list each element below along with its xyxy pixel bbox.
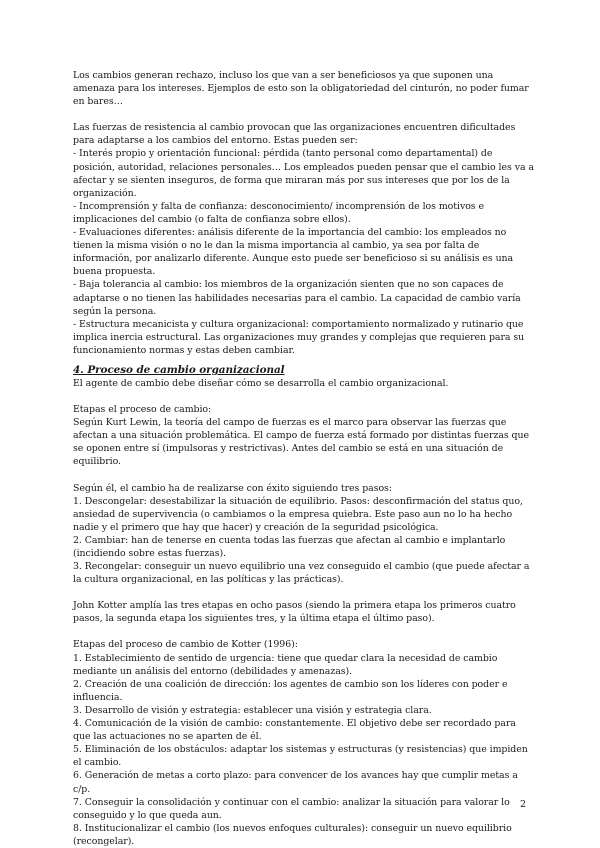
kotter-step: 3. Desarrollo de visión y estrategia: establecer una visión y estrategia clara. [73,704,432,716]
kotter-step: 5. Eliminación de los obstáculos: adaptar los sistemas y estructuras (y resistencias) que impiden el cambio. [73,744,528,769]
lewin-lead: Según él, el cambio ha de realizarse con éxito siguiendo tres pasos: [73,482,392,494]
resistance-lead: Las fuerzas de resistencia al cambio provocan que las organizaciones encuentren dificultades para adaptarse a los cambios del entorno. Estas pueden ser: [73,122,516,147]
resistance-item: - Baja tolerancia al cambio: los miembros de la organización sienten que no son capaces de adaptarse o no tienen las habilidades necesarias para el cambio. La capacidad de cambio varía según la persona. [73,279,521,317]
section-heading: 4. Proceso de cambio organizacional [73,363,285,376]
kotter-step: 7. Conseguir la consolidación y continuar con el cambio: analizar la situación para valorar lo conseguido y lo que queda aun. [73,796,510,821]
kotter-title: Etapas del proceso de cambio de Kotter (1996): [73,639,298,651]
page-content [73,69,535,848]
intro-paragraph: Los cambios generan rechazo, incluso los que van a ser beneficiosos ya que suponen una amenaza para los intereses. Ejemplos de esto son la obligatoriedad del cinturón, no poder fumar en bares… [73,70,529,108]
kotter-step: 4. Comunicación de la visión de cambio: constantemente. El objetivo debe ser recordado para que las actuaciones no se aparten de él. [73,718,516,743]
lewin-paragraph: Según Kurt Lewin, la teoría del campo de fuerzas es el marco para observar las fuerzas que afectan a una situación problemática. El campo de fuerza está formado por distintas fuerzas que se oponen entre sí (impulsoras y restrictivas). Antes del cambio se está en una situación de equilibrio. [73,417,529,468]
lewin-step: 1. Descongelar: desestabilizar la situación de equilibrio. Pasos: desconfirmación del status quo, ansiedad de supervivencia (o cambiamos o la empresa quiebra. Este paso aun no lo ha hecho nadie y el primero que hay que hacer) y creación de la seguridad psicológica. [73,495,523,533]
lewin-title: Etapas el proceso de cambio: [73,404,212,416]
resistance-item: - Incomprensión y falta de confianza: desconocimiento/ incomprensión de los motivos e implicaciones del cambio (o falta de confianza sobre ellos). [73,200,484,225]
resistance-item: - Interés propio y orientación funcional: pérdida (tanto personal como departamental) de posición, autoridad, relaciones personales… Los empleados pueden pensar que el cambio les va a afectar y se sienten inseguros, de forma que miraran más por sus intereses que por los de la organización. [73,148,534,199]
kotter-step: 1. Establecimiento de sentido de urgencia: tiene que quedar clara la necesidad de cambio mediante un análisis del entorno (debilidades y amenazas). [73,652,498,677]
lewin-step: 3. Recongelar: conseguir un nuevo equilibrio una vez conseguido el cambio (que puede afectar a la cultura organizacional, en las políticas y las prácticas). [73,561,530,586]
lewin-step: 2. Cambiar: han de tenerse en cuenta todas las fuerzas que afectan al cambio e implantarlo (incidiendo sobre estas fuerzas). [73,534,506,559]
kotter-intro: John Kotter amplía las tres etapas en ocho pasos (siendo la primera etapa los primeros cuatro pasos, la segunda etapa los siguientes tres, y la última etapa el último paso). [73,600,516,625]
kotter-step: 8. Institucionalizar el cambio (los nuevos enfoques culturales): conseguir un nuevo equilibrio (recongelar). [73,822,512,847]
section-intro: El agente de cambio debe diseñar cómo se desarrolla el cambio organizacional. [73,377,449,389]
kotter-step: 2. Creación de una coalición de dirección: los agentes de cambio son los líderes con poder e influencia. [73,678,508,703]
resistance-item: - Estructura mecanicista y cultura organizacional: comportamiento normalizado y rutinario que implica inercia estructural. Las organizaciones muy grandes y complejas que requieren para su funcionamiento normas y estas deben cambiar. [73,318,525,356]
resistance-item: - Evaluaciones diferentes: análisis diferente de la importancia del cambio: los empleados no tienen la misma visión o no le dan la misma importancia al cambio, ya sea por falta de información, por analizarlo diferente. Aunque esto puede ser beneficioso si su análisis es una buena propuesta. [73,227,514,278]
kotter-step: 6. Generación de metas a corto plazo: para convencer de los avances hay que cumplir metas a c/p. [73,770,518,795]
page-number: 2 [520,799,527,810]
